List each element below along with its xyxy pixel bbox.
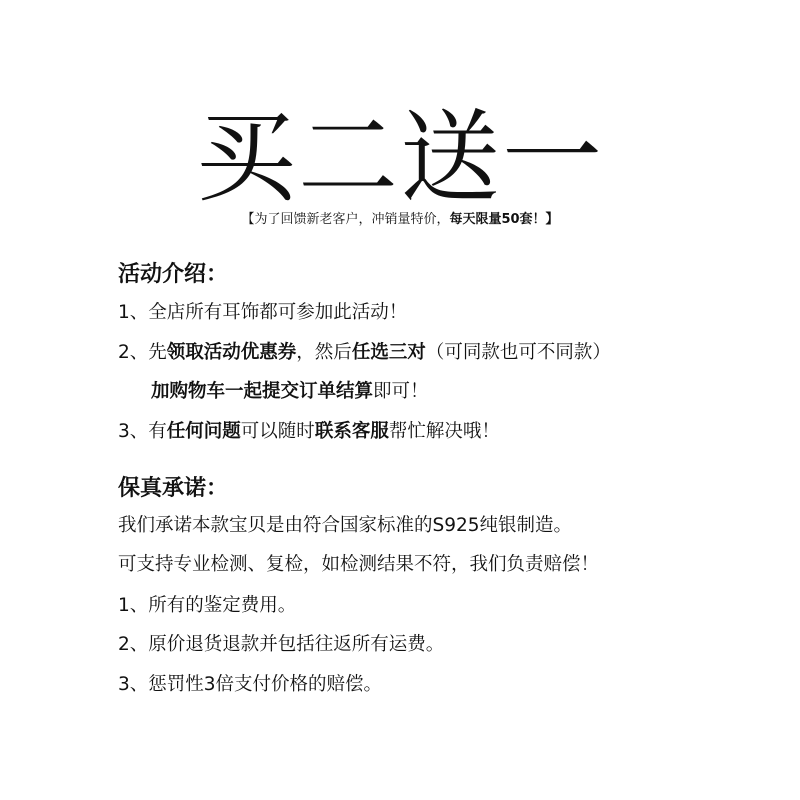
promo-title: 买二送一 <box>196 99 604 216</box>
activity-item-3 <box>118 418 500 446</box>
activity-item-2-bold-1: 领取活动优惠券 <box>166 342 297 363</box>
subtitle-highlight: 每天限量50套！】 <box>449 212 559 227</box>
activity-item-2-text-3: （可同款也可不同款） <box>425 342 611 363</box>
guarantee-heading: 保真承诺： <box>118 476 229 501</box>
guarantee-item-1: 1、所有的鉴定费用。 <box>118 595 297 616</box>
guarantee-item-2: 2、原价退货退款并包括往返所有运费。 <box>118 634 445 655</box>
guarantee-item-3: 3、惩罚性3倍支付价格的赔偿。 <box>118 674 383 695</box>
activity-item-2b-bold: 加购物车一起提交订单结算 <box>151 381 374 402</box>
guarantee-line-2: 可支持专业检测、复检，如检测结果不符，我们负责赔偿！ <box>118 554 600 575</box>
activity-item-3-text-1: 3、有 <box>118 421 167 442</box>
activity-item-2-continued <box>151 378 429 406</box>
subtitle-text: 【为了回馈新老客户，冲销量特价， <box>241 212 450 227</box>
activity-item-2-bold-2: 任选三对 <box>351 342 426 363</box>
activity-item-3-text-2: 可以随时 <box>240 421 315 442</box>
promo-subtitle <box>0 210 800 230</box>
activity-item-2 <box>118 339 611 367</box>
activity-heading: 活动介绍： <box>118 262 229 287</box>
activity-item-1: 1、全店所有耳饰都可参加此活动！ <box>118 302 408 323</box>
activity-item-2-text-2: ，然后 <box>296 342 352 363</box>
activity-item-3-bold-2: 联系客服 <box>314 421 389 442</box>
activity-item-3-bold-1: 任何问题 <box>166 421 241 442</box>
guarantee-line-1: 我们承诺本款宝贝是由符合国家标准的S925纯银制造。 <box>118 515 573 536</box>
activity-item-3-text-3: 帮忙解决哦！ <box>388 421 500 442</box>
activity-item-2-text-1: 2、先 <box>118 342 167 363</box>
activity-item-2b-text: 即可！ <box>373 381 429 402</box>
